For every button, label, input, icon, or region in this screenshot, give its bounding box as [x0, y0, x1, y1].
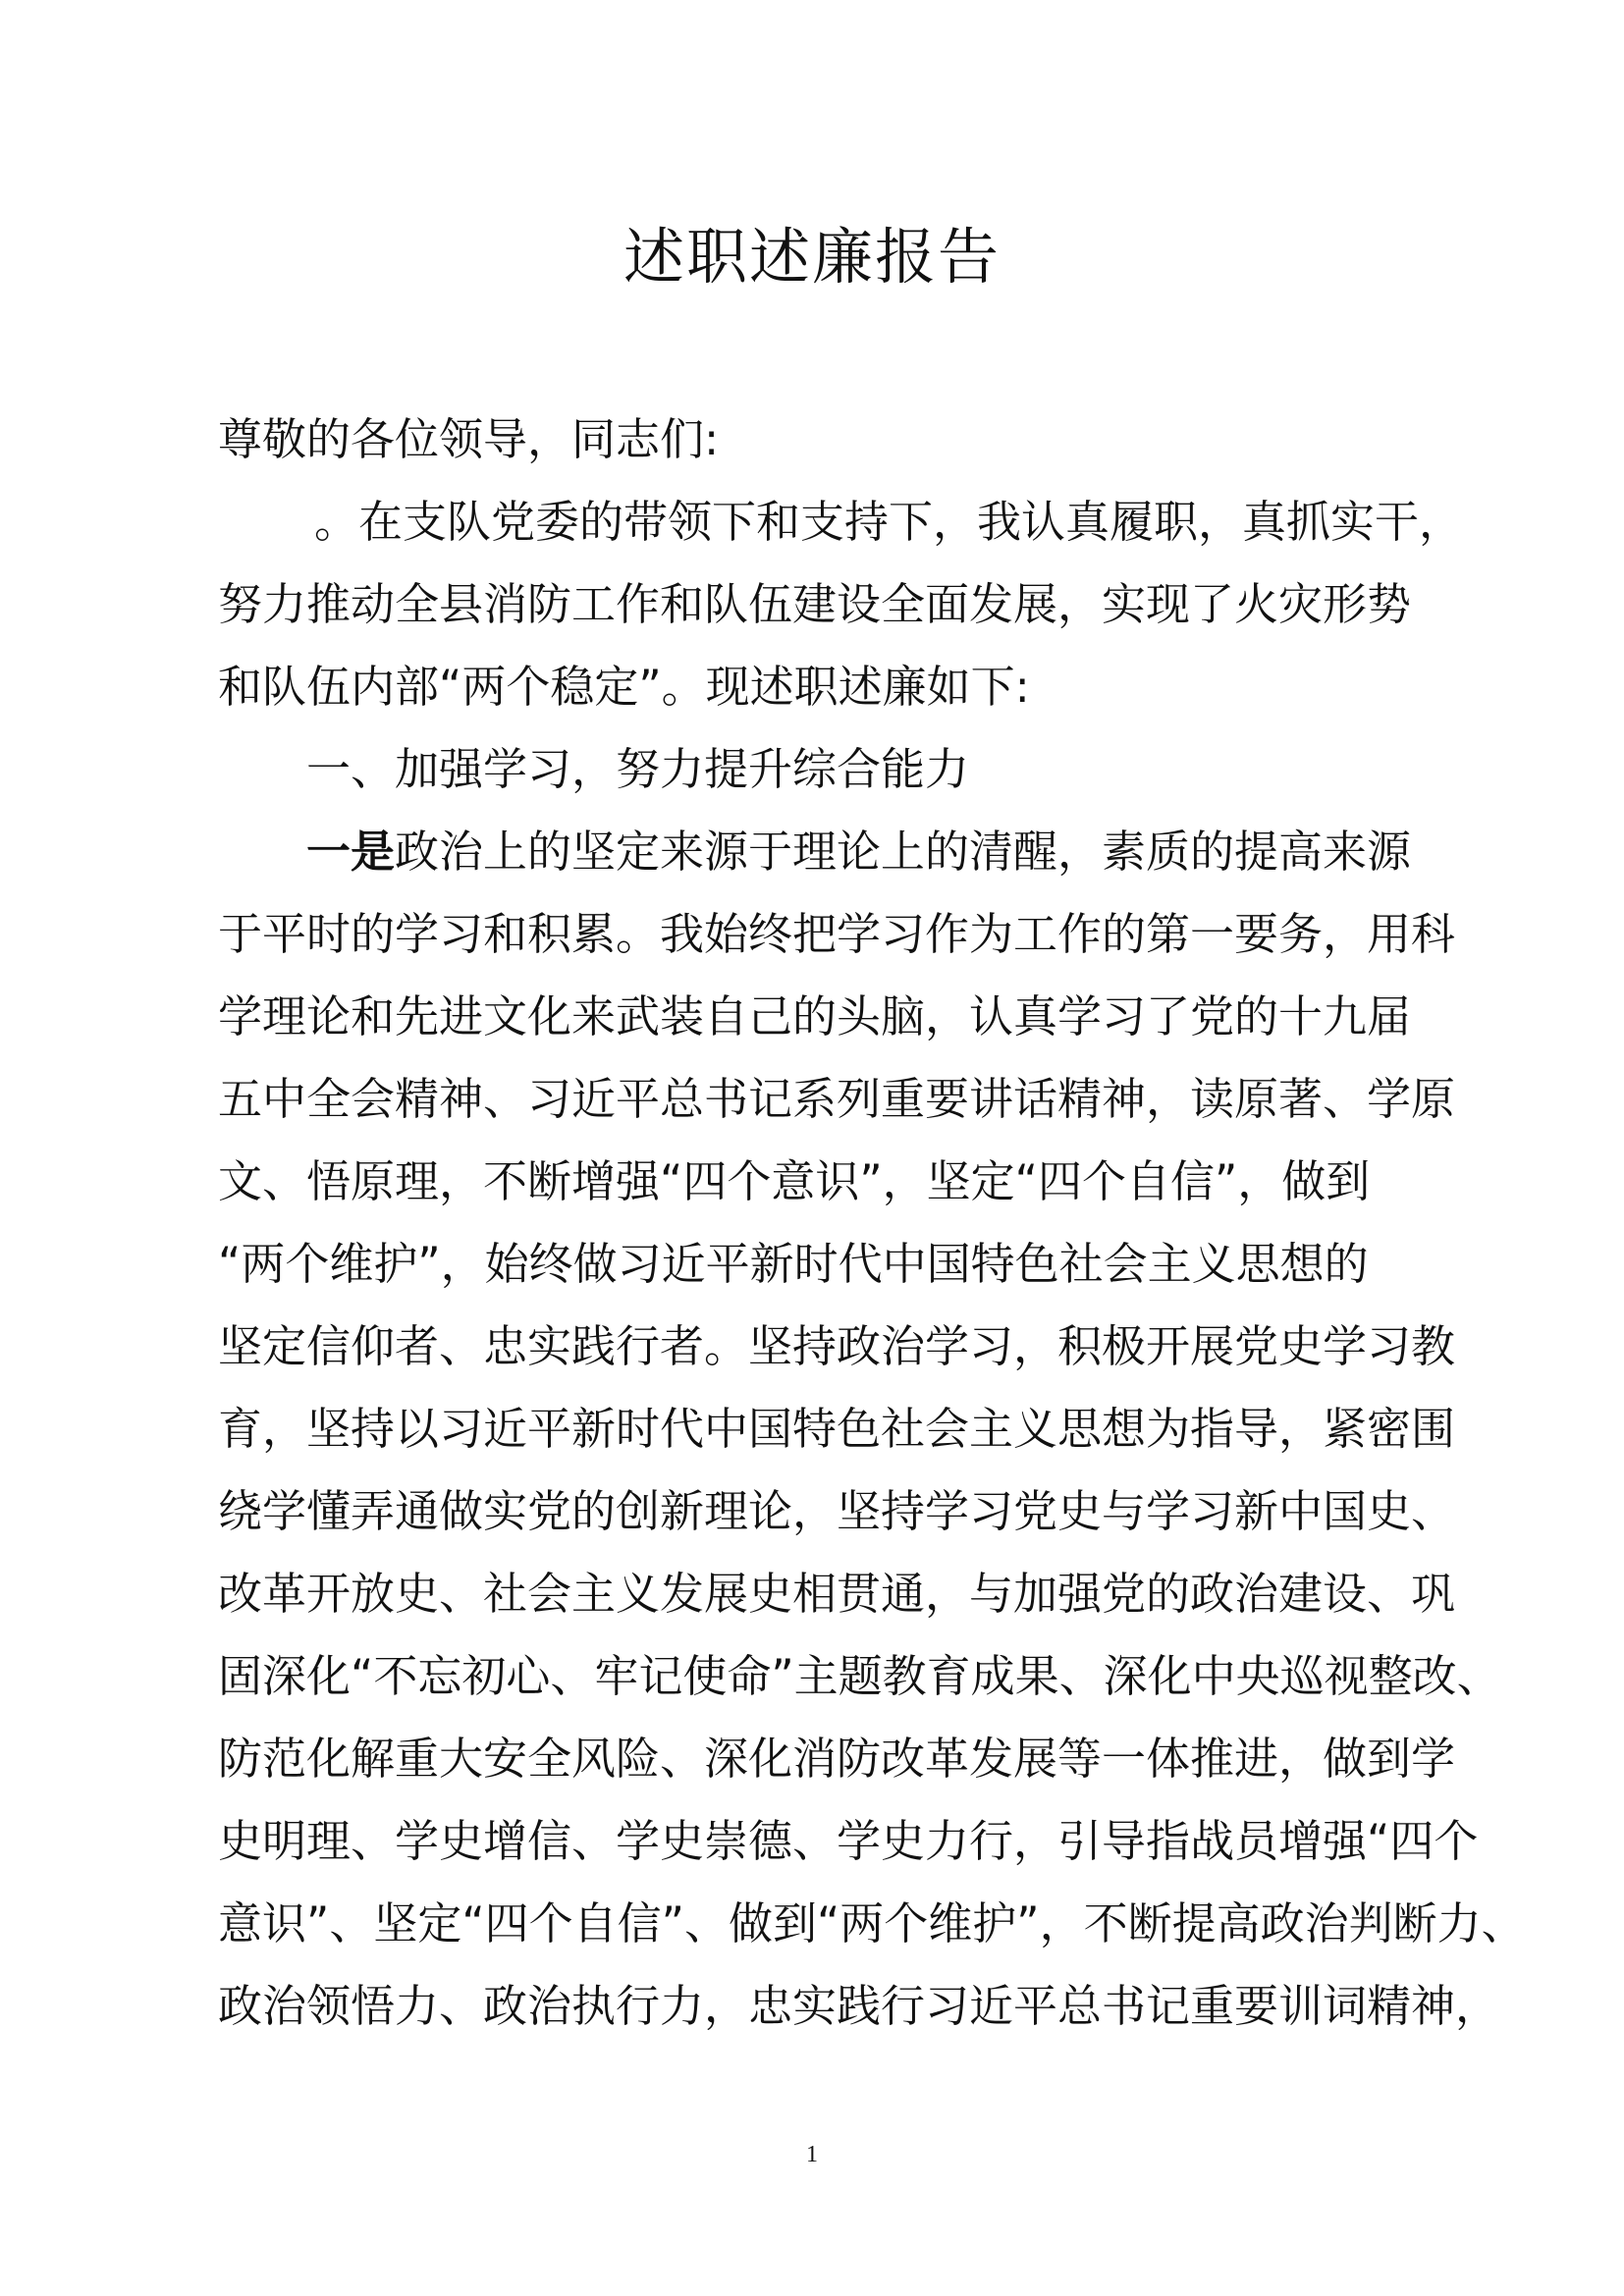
- body-line-12: 坚定信仰者、忠实践行者。坚持政治学习，积极开展党史学习教: [218, 1320, 1456, 1372]
- body-line-9: 五中全会精神、习近平总书记系列重要讲话精神，读原著、学原: [218, 1073, 1456, 1125]
- body-line-14: 绕学懂弄通做实党的创新理论，坚持学习党史与学习新中国史、: [218, 1485, 1456, 1537]
- body-line-18: 史明理、学史增信、学史崇德、学史力行，引导指战员增强“四个: [218, 1815, 1479, 1867]
- body-line-6: [306, 823, 1411, 881]
- body-line-7: 于平时的学习和积累。我始终把学习作为工作的第一要务，用科: [218, 908, 1456, 960]
- body-line-3: 努力推动全县消防工作和队伍建设全面发展，实现了火灾形势: [218, 578, 1412, 630]
- body-line-15: 改革开放史、社会主义发展史相贯通，与加强党的政治建设、巩: [218, 1568, 1456, 1620]
- body-line-13: 育，坚持以习近平新时代中国特色社会主义思想为指导，紧密围: [218, 1403, 1456, 1455]
- document-title: 述职述廉报告: [623, 221, 1001, 293]
- salutation-line: 尊敬的各位领导，同志们:: [218, 413, 720, 465]
- body-line-16: 固深化“不忘初心、牢记使命”主题教育成果、深化中央巡视整改、: [218, 1650, 1501, 1702]
- body-line-17: 防范化解重大安全风险、深化消防改革发展等一体推进，做到学: [218, 1733, 1456, 1785]
- page-number: 1: [806, 2142, 818, 2167]
- bold-lead-text: 一是: [306, 826, 396, 878]
- body-line-20: 政治领悟力、政治执行力，忠实践行习近平总书记重要训词精神，: [218, 1980, 1500, 2032]
- body-line-2: 。在支队党委的带领下和支持下，我认真履职，真抓实干，: [314, 496, 1464, 548]
- body-line-10: 文、悟原理，不断增强“四个意识”，坚定“四个自信”，做到: [218, 1155, 1371, 1207]
- body-line-8: 学理论和先进文化来武装自己的头脑，认真学习了党的十九届: [218, 990, 1412, 1042]
- body-line-11: “两个维护”，始终做习近平新时代中国特色社会主义思想的: [218, 1238, 1369, 1290]
- body-line-19: 意识”、坚定“四个自信”、做到“两个维护”，不断提高政治判断力、: [218, 1897, 1526, 1949]
- body-line-6-text: 政治上的坚定来源于理论上的清醒，素质的提高来源: [395, 826, 1412, 878]
- section-heading-1: 一、加强学习，努力提升综合能力: [306, 743, 970, 795]
- body-line-4: 和队伍内部“两个稳定”。现述职述廉如下:: [218, 661, 1030, 713]
